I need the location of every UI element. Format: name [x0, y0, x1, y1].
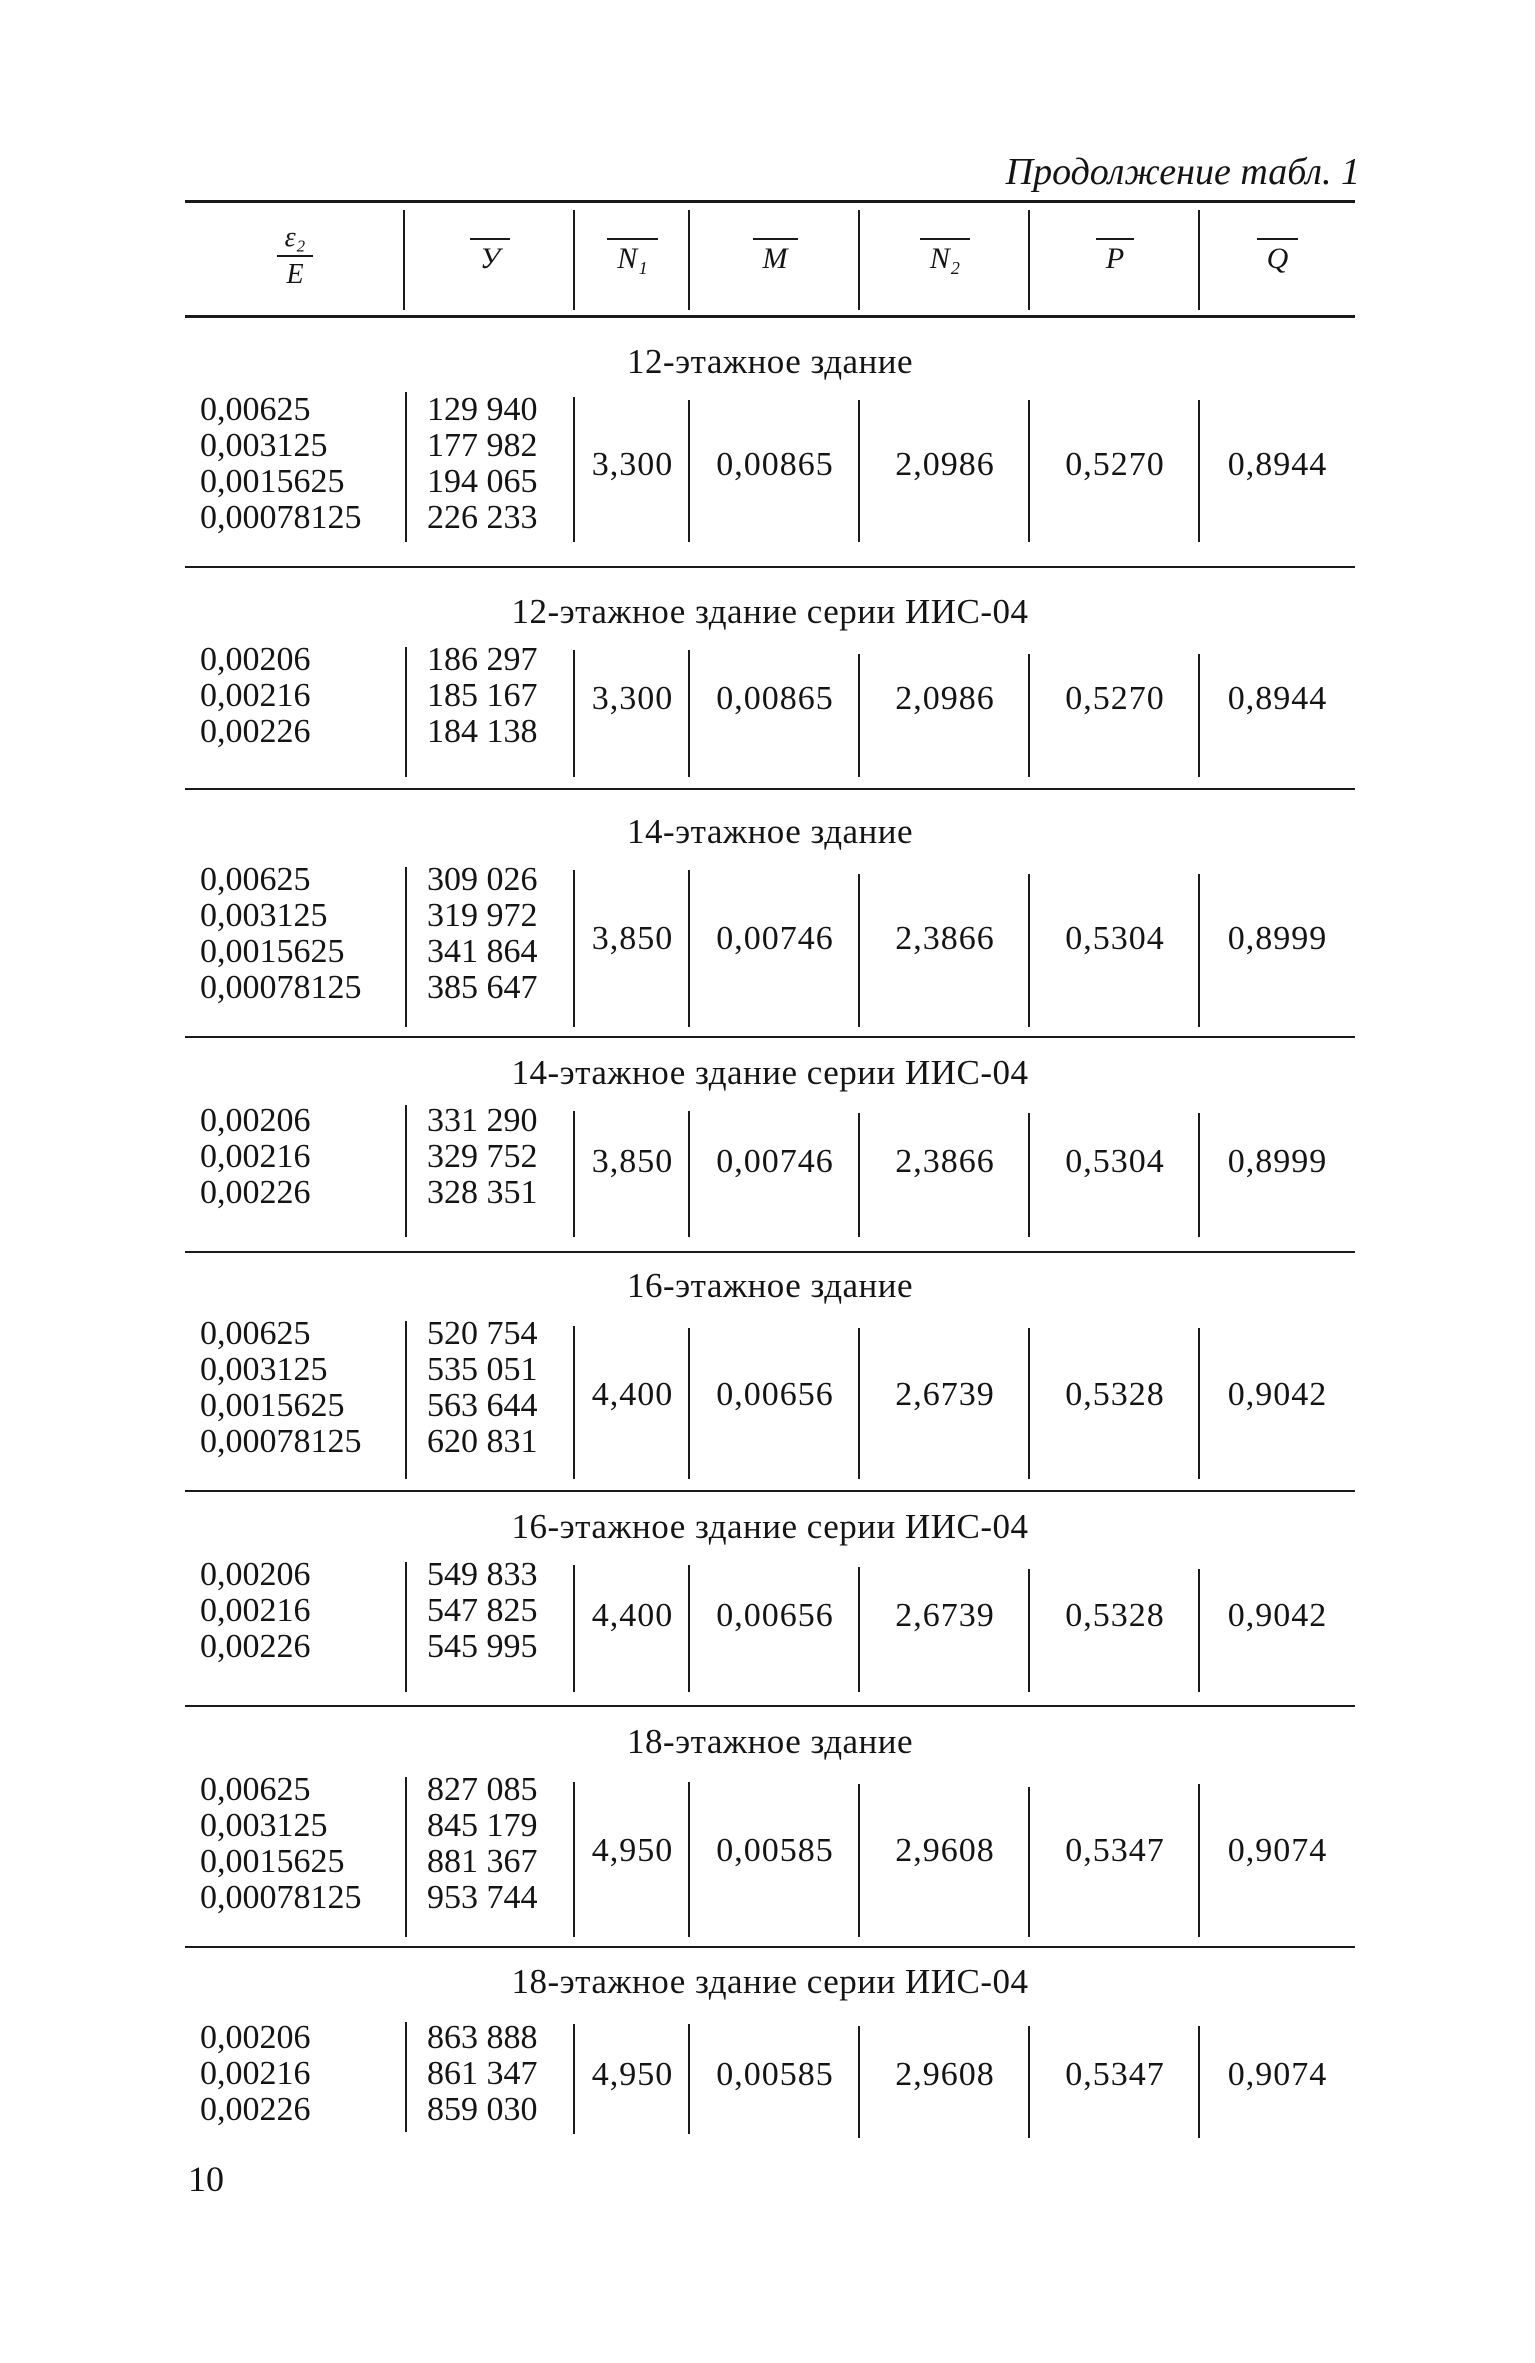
- block-rule: [185, 566, 1355, 568]
- p-value: 0,5270: [1065, 680, 1165, 717]
- table-block-14-floor-iis04: [185, 1053, 1355, 1243]
- block-rule: [185, 1490, 1355, 1492]
- y-values: 520 754 535 051 563 644 620 831: [427, 1315, 538, 1460]
- p-value: 0,5347: [1065, 2056, 1165, 2093]
- n2-value: 2,0986: [895, 446, 995, 483]
- y-values: 827 085 845 179 881 367 953 744: [427, 1771, 538, 1916]
- strain-values: 0,00206 0,00216 0,00226: [200, 641, 311, 750]
- m-value: 0,00746: [716, 1143, 834, 1180]
- p-value: 0,5328: [1065, 1597, 1165, 1634]
- table-block-18-floor: [185, 1722, 1355, 1942]
- header-divider: [403, 210, 405, 310]
- table-block-12-floor-iis04: [185, 592, 1355, 782]
- header-divider: [1198, 210, 1200, 310]
- header-p: P: [1030, 200, 1200, 312]
- header-divider: [688, 210, 690, 310]
- n2-value: 2,9608: [895, 2056, 995, 2093]
- n2-value: 2,0986: [895, 680, 995, 717]
- y-values: 549 833 547 825 545 995: [427, 1556, 538, 1665]
- n2-value: 2,6739: [895, 1597, 995, 1634]
- y-values: 309 026 319 972 341 864 385 647: [427, 861, 538, 1006]
- block-rule: [185, 1251, 1355, 1253]
- p-value: 0,5304: [1065, 1143, 1165, 1180]
- strain-values: 0,00625 0,003125 0,0015625 0,00078125: [200, 391, 362, 536]
- m-value: 0,00746: [716, 920, 834, 957]
- n2-value: 2,3866: [895, 920, 995, 957]
- n1-value: 3,300: [591, 446, 674, 483]
- y-values: 186 297 185 167 184 138: [427, 641, 538, 750]
- header-bottom-rule: [185, 315, 1355, 318]
- header-strain-ratio: [185, 200, 405, 312]
- n2-value: 2,6739: [895, 1376, 995, 1413]
- header-y: У: [405, 200, 575, 312]
- q-value: 0,9042: [1227, 1376, 1328, 1413]
- q-value: 0,8999: [1227, 1143, 1328, 1180]
- n2-value: 2,9608: [895, 1832, 995, 1869]
- strain-values: 0,00625 0,003125 0,0015625 0,00078125: [200, 1771, 362, 1916]
- header-m: M: [690, 200, 860, 312]
- column-divider: [405, 2022, 407, 2132]
- column-divider: [405, 1562, 407, 1692]
- strain-values: 0,00206 0,00216 0,00226: [200, 1556, 311, 1665]
- q-value: 0,9074: [1227, 1832, 1328, 1869]
- p-value: 0,5304: [1065, 920, 1165, 957]
- q-value: 0,8944: [1227, 446, 1328, 483]
- p-value: 0,5347: [1065, 1832, 1165, 1869]
- column-divider: [405, 867, 407, 1027]
- table-block-12-floor: [185, 342, 1355, 562]
- p-value: 0,5270: [1065, 446, 1165, 483]
- block-title: 12-этажное здание: [626, 342, 914, 381]
- q-value: 0,8999: [1227, 920, 1328, 957]
- table-block-18-floor-iis04: [185, 1962, 1355, 2152]
- header-divider: [573, 210, 575, 310]
- m-value: 0,00656: [716, 1376, 834, 1413]
- header-n1: N₁: [575, 200, 690, 312]
- block-title: 14-этажное здание: [626, 812, 914, 851]
- strain-values: 0,00625 0,003125 0,0015625 0,00078125: [200, 861, 362, 1006]
- block-rule: [185, 1036, 1355, 1038]
- n1-value: 4,950: [591, 1832, 674, 1869]
- page-number: 10: [188, 2159, 224, 2199]
- n1-value: 4,400: [591, 1376, 674, 1413]
- header-q: Q: [1200, 200, 1355, 312]
- q-value: 0,9042: [1227, 1597, 1328, 1634]
- table-block-16-floor-iis04: [185, 1507, 1355, 1697]
- block-title: 18-этажное здание: [626, 1722, 914, 1761]
- block-title: 12-этажное здание серии ИИС-04: [511, 592, 1029, 631]
- table-block-14-floor: [185, 812, 1355, 1032]
- header-n2: N₂: [860, 200, 1030, 312]
- header-strain-numerator: ε₂: [277, 223, 314, 257]
- m-value: 0,00585: [716, 2056, 834, 2093]
- strain-values: 0,00206 0,00216 0,00226: [200, 2019, 311, 2128]
- column-divider: [405, 1105, 407, 1237]
- y-values: 331 290 329 752 328 351: [427, 1102, 538, 1211]
- block-rule: [185, 1705, 1355, 1707]
- column-divider: [405, 647, 407, 777]
- block-title: 16-этажное здание серии ИИС-04: [511, 1507, 1029, 1546]
- q-value: 0,9074: [1227, 2056, 1328, 2093]
- block-title: 18-этажное здание серии ИИС-04: [511, 1962, 1029, 2001]
- column-divider: [405, 1321, 407, 1479]
- p-value: 0,5328: [1065, 1376, 1165, 1413]
- n1-value: 3,850: [591, 1143, 674, 1180]
- column-divider: [405, 392, 407, 542]
- header-strain-denominator: E: [286, 259, 304, 290]
- q-value: 0,8944: [1227, 680, 1328, 717]
- strain-values: 0,00206 0,00216 0,00226: [200, 1102, 311, 1211]
- header-divider: [858, 210, 860, 310]
- table-block-16-floor: [185, 1266, 1355, 1486]
- m-value: 0,00865: [716, 446, 834, 483]
- column-divider: [405, 1777, 407, 1937]
- m-value: 0,00656: [716, 1597, 834, 1634]
- m-value: 0,00865: [716, 680, 834, 717]
- block-title: 16-этажное здание: [626, 1266, 914, 1305]
- table-header: [185, 200, 1355, 312]
- strain-values: 0,00625 0,003125 0,0015625 0,00078125: [200, 1315, 362, 1460]
- y-values: 863 888 861 347 859 030: [427, 2019, 538, 2128]
- n1-value: 3,300: [591, 680, 674, 717]
- m-value: 0,00585: [716, 1832, 834, 1869]
- n1-value: 4,950: [591, 2056, 674, 2093]
- n2-value: 2,3866: [895, 1143, 995, 1180]
- n1-value: 3,850: [591, 920, 674, 957]
- block-rule: [185, 1946, 1355, 1948]
- continuation-caption: Продолжение табл. 1: [1005, 151, 1360, 193]
- y-values: 129 940 177 982 194 065 226 233: [427, 391, 538, 536]
- n1-value: 4,400: [591, 1597, 674, 1634]
- block-rule: [185, 788, 1355, 790]
- block-title: 14-этажное здание серии ИИС-04: [511, 1053, 1029, 1092]
- header-divider: [1028, 210, 1030, 310]
